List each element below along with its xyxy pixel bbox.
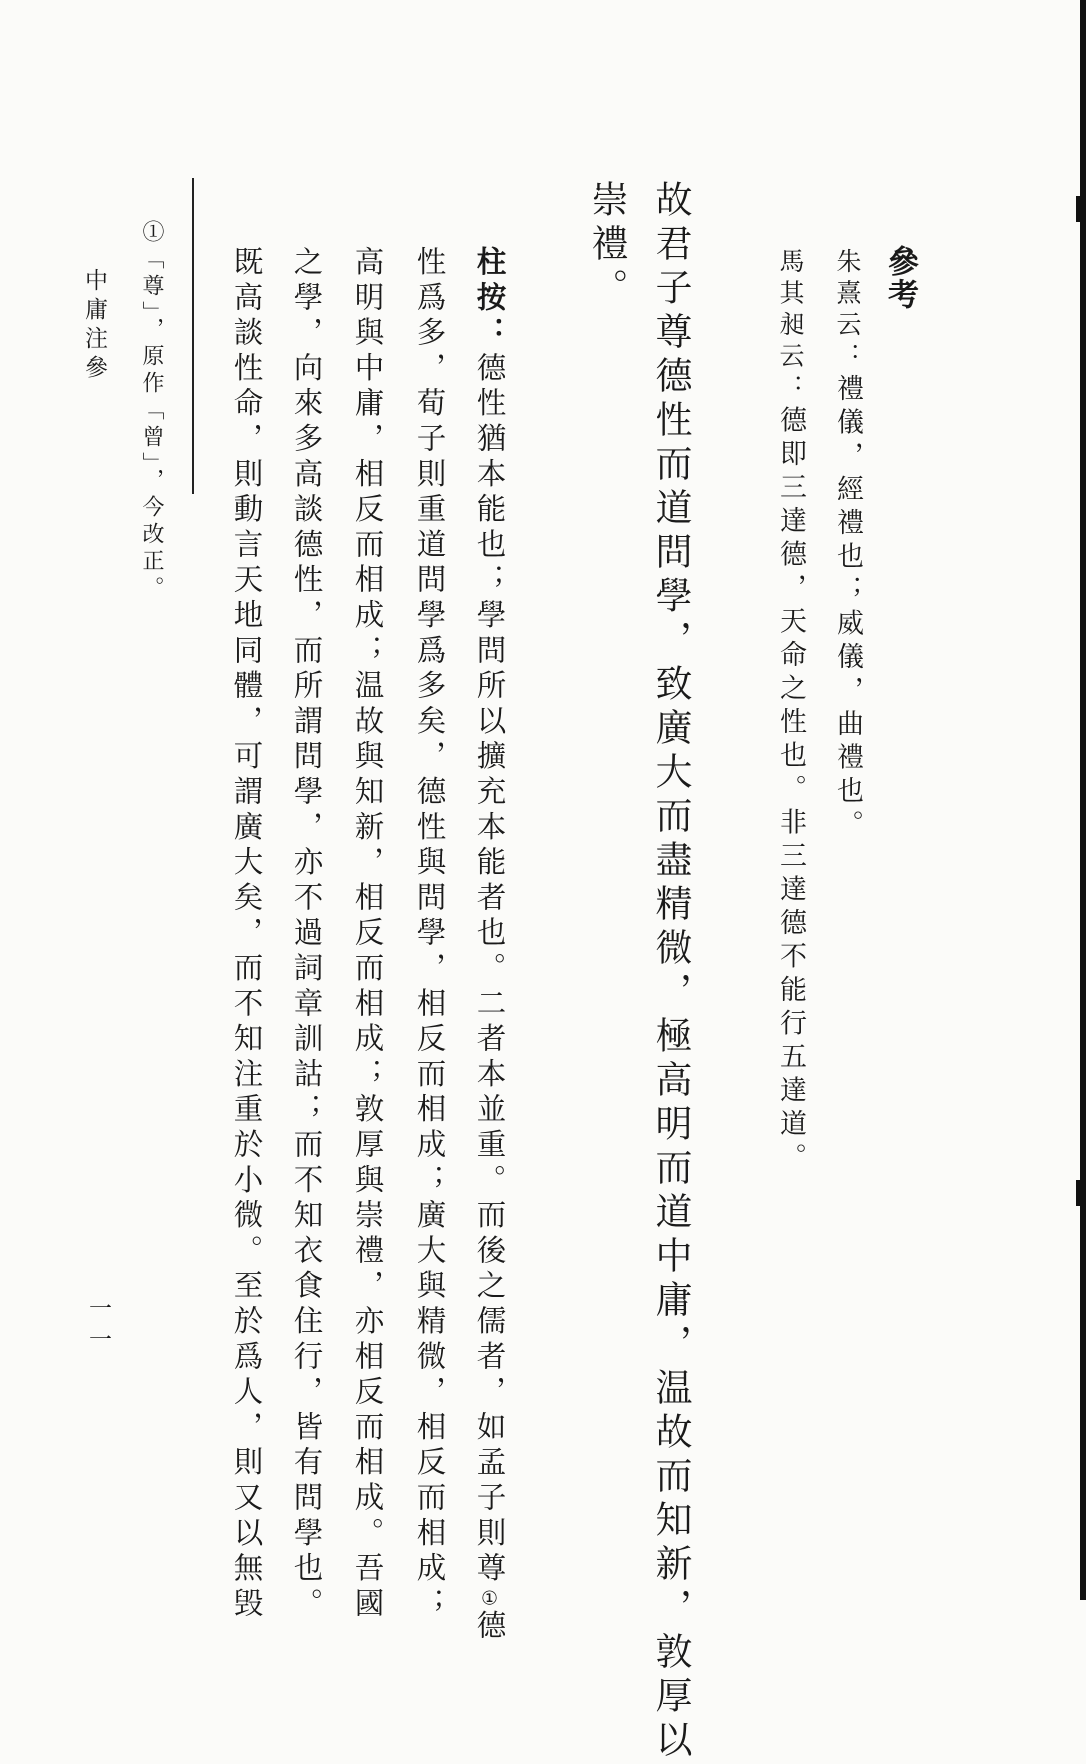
reference-speaker: 朱熹云：	[833, 248, 862, 374]
reference-line	[834, 248, 861, 843]
commentary-text: 德性猶本能也；學問所以擴充本能者也。二者本並重。而後之儒者，如孟子則尊	[472, 351, 507, 1588]
footnote-mark: ①	[478, 1587, 501, 1610]
main-text-line: 崇禮。	[585, 180, 628, 312]
reference-text: 禮儀，經禮也；威儀，曲禮也。	[832, 374, 863, 843]
reference-text: 德即三達德，天命之性也。非三達德不能行五達道。	[775, 405, 806, 1176]
commentary-line: 之學，向來多高談德性，而所謂問學，亦不過詞章訓詁；而不知衣食住行，皆有問學也。	[289, 246, 324, 1623]
main-text-line: 故君子尊德性而道問學，致廣大而盡精微，極高明而道中庸，温故而知新，敦厚以	[649, 180, 692, 1764]
scan-edge	[1080, 0, 1086, 1600]
scan-edge-mark	[1076, 1180, 1086, 1206]
footnote: ①「尊」，原作「曾」，今改正。	[139, 220, 164, 603]
reference-speaker: 馬其昶云：	[776, 248, 805, 406]
commentary-line: 既高談性命，則動言天地同體，可謂廣大矣，而不知注重於小微。至於爲人，則又以無毁	[229, 246, 264, 1623]
running-title: 中庸注參	[81, 268, 107, 384]
footnote-rule	[192, 178, 194, 494]
commentary-text: 德	[472, 1609, 507, 1645]
commentary-line: 性爲多，荀子則重道問學爲多矣，德性與問學，相反而相成；廣大與精微，相反而相成；	[412, 246, 447, 1623]
section-heading: 參考	[882, 245, 918, 311]
commentary-line	[472, 246, 507, 1645]
scan-edge-mark	[1076, 196, 1086, 222]
page-number: 一一	[85, 1296, 111, 1358]
commentary-lead: 柱按：	[472, 246, 507, 352]
commentary-line: 高明與中庸，相反而相成；温故與知新，相反而相成；敦厚與崇禮，亦相反而相成。吾國	[350, 246, 385, 1623]
reference-line	[777, 248, 804, 1176]
